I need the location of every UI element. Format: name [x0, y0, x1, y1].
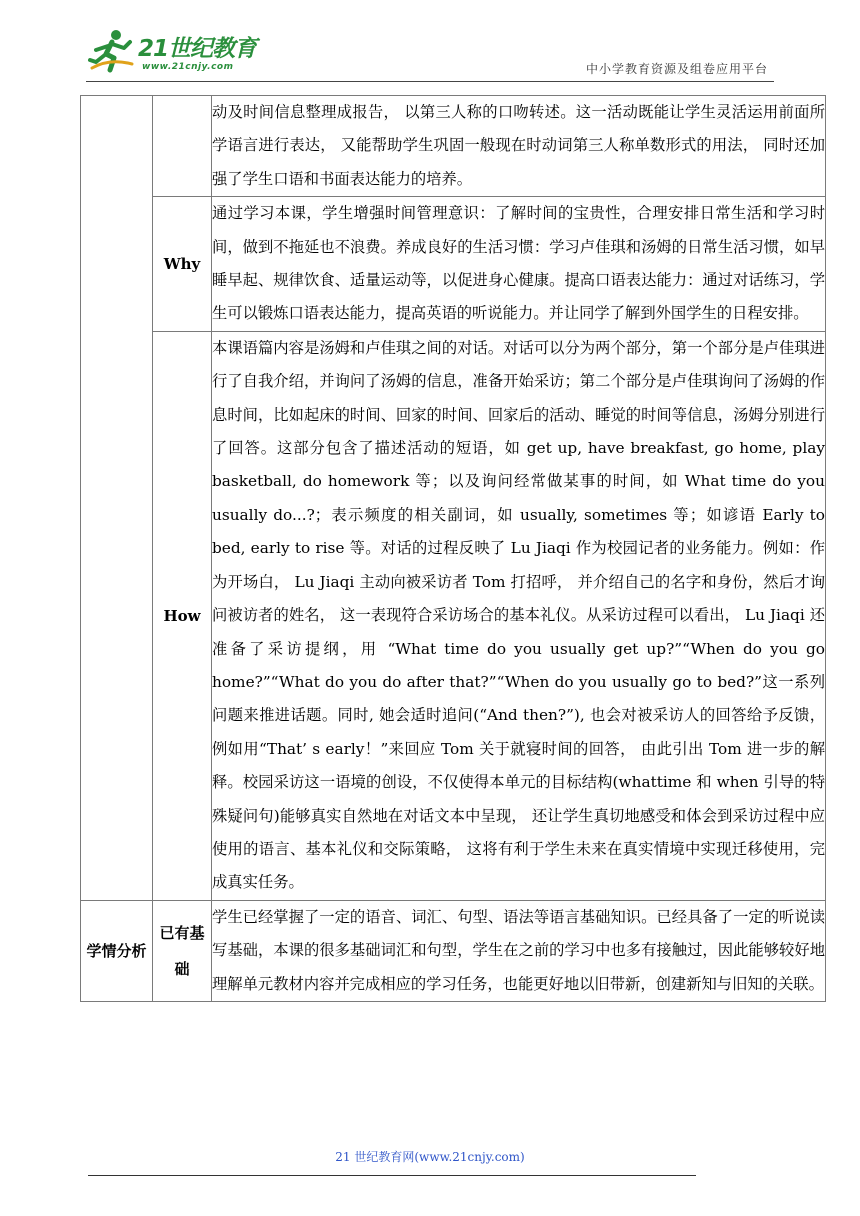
table-row: [81, 331, 826, 900]
content-cell: [212, 197, 826, 332]
subcategory-cell: How: [153, 331, 212, 900]
content-text: 通过学习本课，学生增强时间管理意识：了解时间的宝贵性，合理安排日常生活和学习时间，做到不拖延也不浪费。养成良好的生活习惯：学习卢佳琪和汤姆的日常生活习惯，如早睡早起、规律饮食、适量运动等，以促进身心健康。提高口语表达能力：通过对话练习，学生可以锻炼口语表达能力，提高英语的听说能力。并让同学了解到外国学生的日程安排。: [212, 204, 825, 323]
footer-divider: [88, 1175, 696, 1176]
category-cell: 学情分析: [81, 900, 153, 1001]
content-text: 动及时间信息整理成报告， 以第三人称的口吻转述。这一活动既能让学生灵活运用前面所学语言进行表达， 又能帮助学生巩固一般现在时动词第三人称单数形式的用法， 同时还加强了学生口语和书面表达能力的培养。: [212, 103, 825, 188]
table-row: [81, 96, 826, 197]
header-divider: [86, 81, 774, 82]
content-cell: [212, 96, 826, 197]
category-cell: [81, 96, 153, 901]
platform-name: 中小学教育资源及组卷应用平台: [585, 62, 768, 76]
logo-text: 21世纪教育: [138, 36, 257, 62]
content-text: 学生已经掌握了一定的语音、词汇、句型、语法等语言基础知识。已经具备了一定的听说读写基础，本课的很多基础词汇和句型，学生在之前的学习中也多有接触过，因此能够较好地理解单元教材内容并完成相应的学习任务，也能更好地以旧带新，创建新知与旧知的关联。: [212, 907, 825, 993]
content-text: 本课语篇内容是汤姆和卢佳琪之间的对话。对话可以分为两个部分，第一个部分是卢佳琪进行了自我介绍，并询问了汤姆的信息，准备开始采访；第二个部分是卢佳琪询问了汤姆的作息时间，比如起床的时间、回家的时间、回家后的活动、睡觉的时间等信息，汤姆分别进行了回答。这部分包含了描述活动的短语，如 get up, have breakfast, go home, play basketball, do homework 等；以及询问经常做某事的时间，如 What time do you usually do...?；表示频度的相关副词，如 usually, sometimes 等；如谚语 Early to bed, early to rise 等。对话的过程反映了 Lu Jiaqi 作为校园记者的业务能力。例如：作为开场白， Lu Jiaqi 主动向被采访者 Tom 打招呼， 并介绍自己的名字和身份，然后才询问被访者的姓名， 这一表现符合采访场合的基本礼仪。从采访过程可以看出， Lu Jiaqi 还准备了采访提纲，用 “What time do you usually get up?”“When do you go home?”“What do you do after that?”“When do you usually go to bed?”这一系列问题来推进话题。同时, 她会适时追问(“And then?”), 也会对被采访人的回答给予反馈，例如用“That’ s early！”来回应 Tom 关于就寝时间的回答， 由此引出 Tom 进一步的解释。校园采访这一语境的创设，不仅使得本单元的目标结构(whattime 和 when 引导的特殊疑问句)能够真实自然地在对话文本中呈现， 还让学生真切地感受和体会到采访过程中应使用的语言、基本礼仪和交际策略， 这将有利于学生未来在真实情境中实现迁移使用，完成真实任务。: [212, 338, 825, 892]
runner-icon: [86, 28, 136, 74]
subcategory-cell: Why: [153, 197, 212, 332]
table-row: [81, 900, 826, 1001]
logo: [86, 28, 256, 78]
footer-link[interactable]: 21 世纪教育网(www.21cnjy.com): [335, 1150, 525, 1164]
table-row: [81, 197, 826, 332]
subcategory-cell: [153, 96, 212, 197]
subcategory-cell: 已有基础: [153, 900, 212, 1001]
content-cell: [212, 900, 826, 1001]
content-cell: [212, 331, 826, 900]
logo-url: www.21cnjy.com: [142, 62, 234, 72]
lesson-table: [80, 95, 826, 1002]
page-header: [0, 0, 860, 80]
